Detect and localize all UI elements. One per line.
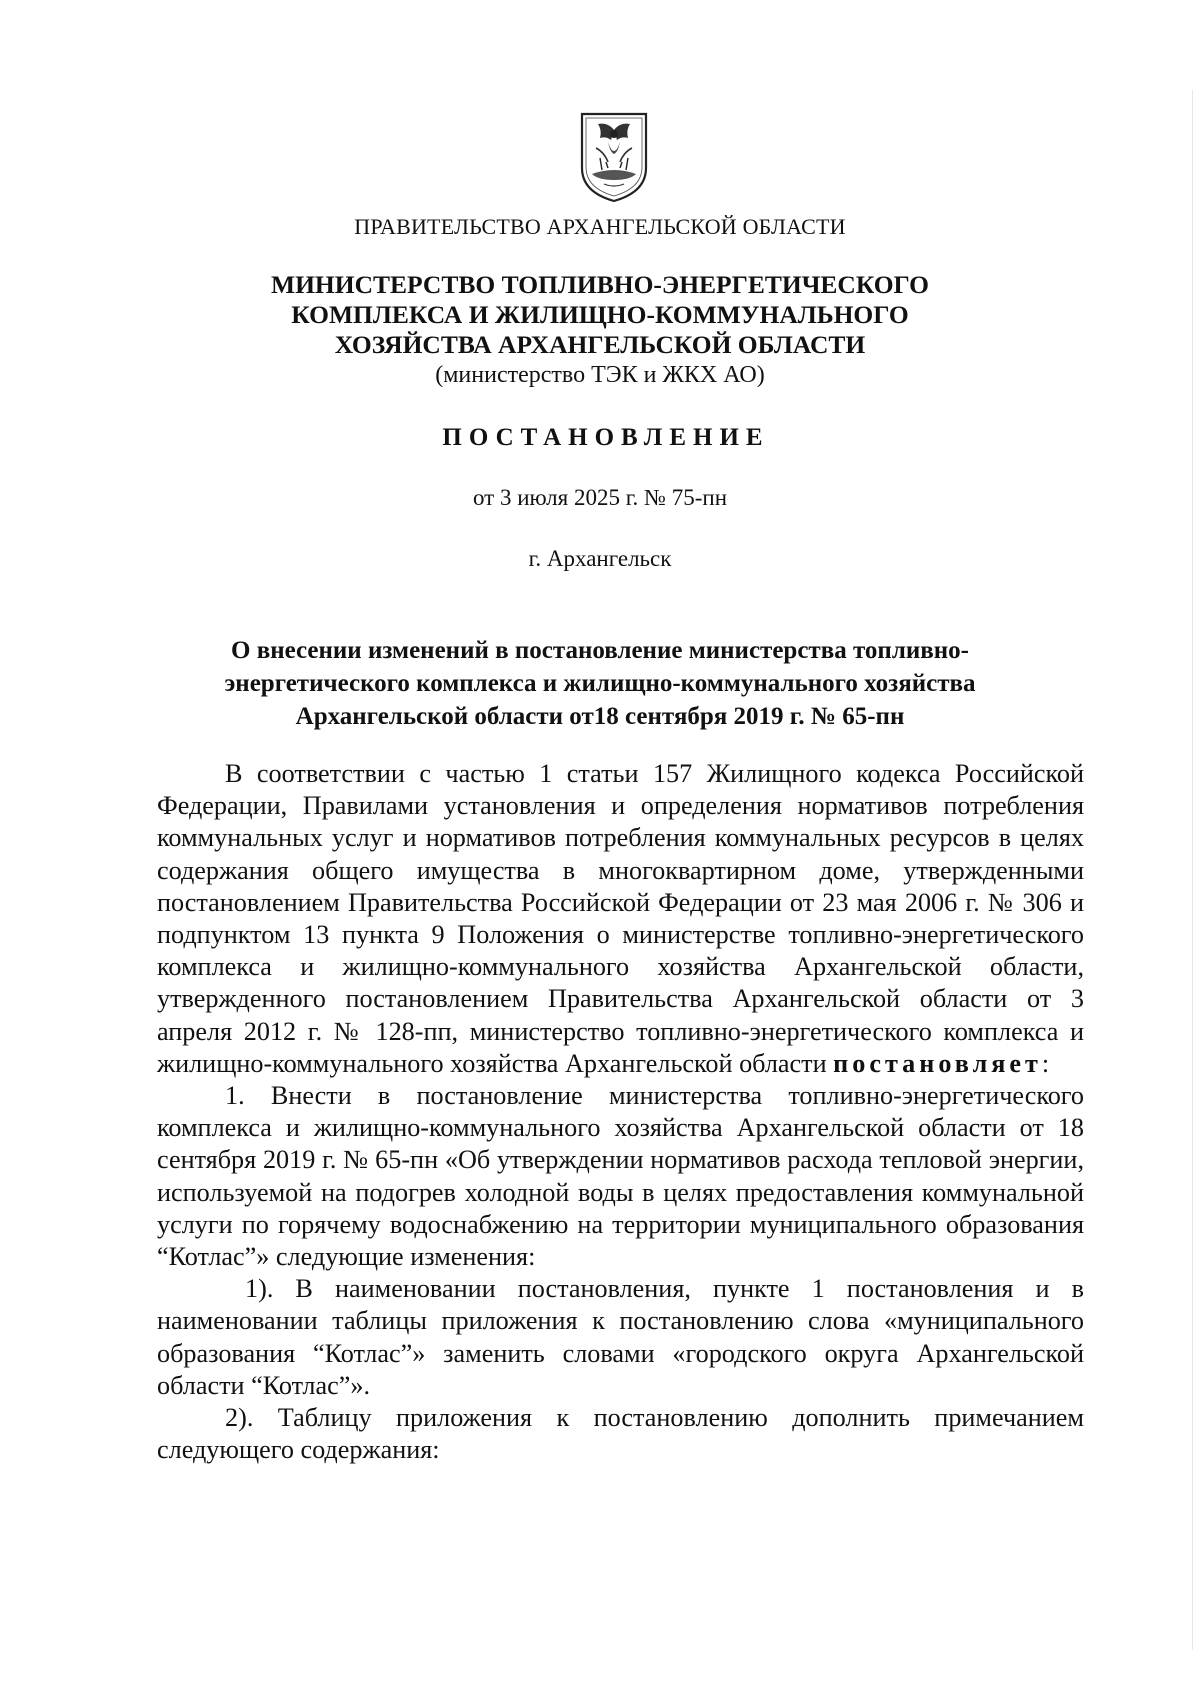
government-name: ПРАВИТЕЛЬСТВО АРХАНГЕЛЬСКОЙ ОБЛАСТИ — [354, 214, 846, 239]
document-date-number: от 3 июля 2025 г. № 75-пн — [472, 485, 728, 510]
ministry-name — [0, 270, 1200, 360]
resolves-word: постановляет — [833, 1048, 1042, 1078]
document-subject — [0, 634, 1200, 733]
resolves-colon: : — [1041, 1048, 1050, 1078]
document-type: ПОСТАНОВЛЕНИЕ — [442, 424, 770, 451]
ministry-name-line: МИНИСТЕРСТВО ТОПЛИВНО-ЭНЕРГЕТИЧЕСКОГО — [271, 270, 929, 299]
document-body — [157, 758, 1084, 1466]
item-1-2-paragraph: 2). Таблицу приложения к постановлению дополнить примечанием следующего содержания: — [157, 1403, 1084, 1465]
arkhangelsk-oblast-coat-of-arms-icon — [578, 108, 650, 204]
subject-line: Архангельской области от18 сентября 2019 г. № 65-пн — [295, 703, 905, 730]
subject-line: энергетического комплекса и жилищно-коммунального хозяйства — [224, 670, 976, 697]
item-1-1-paragraph: 1). В наименовании постановления, пункте 1 постановления и в наименовании таблицы приложения к постановлению слова «муниципального образования “Котлас”» заменить словами «городского округа Архангельской области “Котлас”». — [157, 1274, 1084, 1400]
preamble-text: В соответствии с частью 1 статьи 157 Жилищного кодекса Российской Федерации, Правилами установления и определения нормативов потребления коммунальных услуг и нормативов потребления коммунальных ресурсов в целях содержания общего имущества в многоквартирном доме, утвержденными постановлением Правительства Российской Федерации от 23 мая 2006 г. № 306 и подпунктом 13 пункта 9 Положения о министерстве топливно-энергетического комплекса и жилищно-коммунального хозяйства Архангельской области, утвержденного постановлением Правительства Архангельской области от 3 апреля 2012 г. № 128-пп, министерство топливно-энергетического комплекса и жилищно-коммунального хозяйства Архангельской области — [157, 759, 1084, 1078]
ministry-name-line: КОМПЛЕКСА И ЖИЛИЩНО-КОММУНАЛЬНОГО — [291, 300, 909, 329]
ministry-name-line: ХОЗЯЙСТВА АРХАНГЕЛЬСКОЙ ОБЛАСТИ — [334, 330, 866, 359]
ministry-short-name: (министерство ТЭК и ЖКХ АО) — [435, 362, 765, 388]
document-city: г. Архангельск — [528, 546, 672, 571]
subject-line: О внесении изменений в постановление министерства топливно- — [231, 637, 969, 664]
item-1-paragraph: 1. Внести в постановление министерства топливно-энергетического комплекса и жилищно-коммунального хозяйства Архангельской области от 18 сентября 2019 г. № 65-пн «Об утверждении нормативов расхода тепловой энергии, используемой на подогрев холодной воды в целях предоставления коммунальной услуги по горячему водоснабжению на территории муниципального образования “Котлас”» следующие изменения: — [157, 1081, 1084, 1272]
preamble-paragraph — [157, 758, 1084, 1080]
